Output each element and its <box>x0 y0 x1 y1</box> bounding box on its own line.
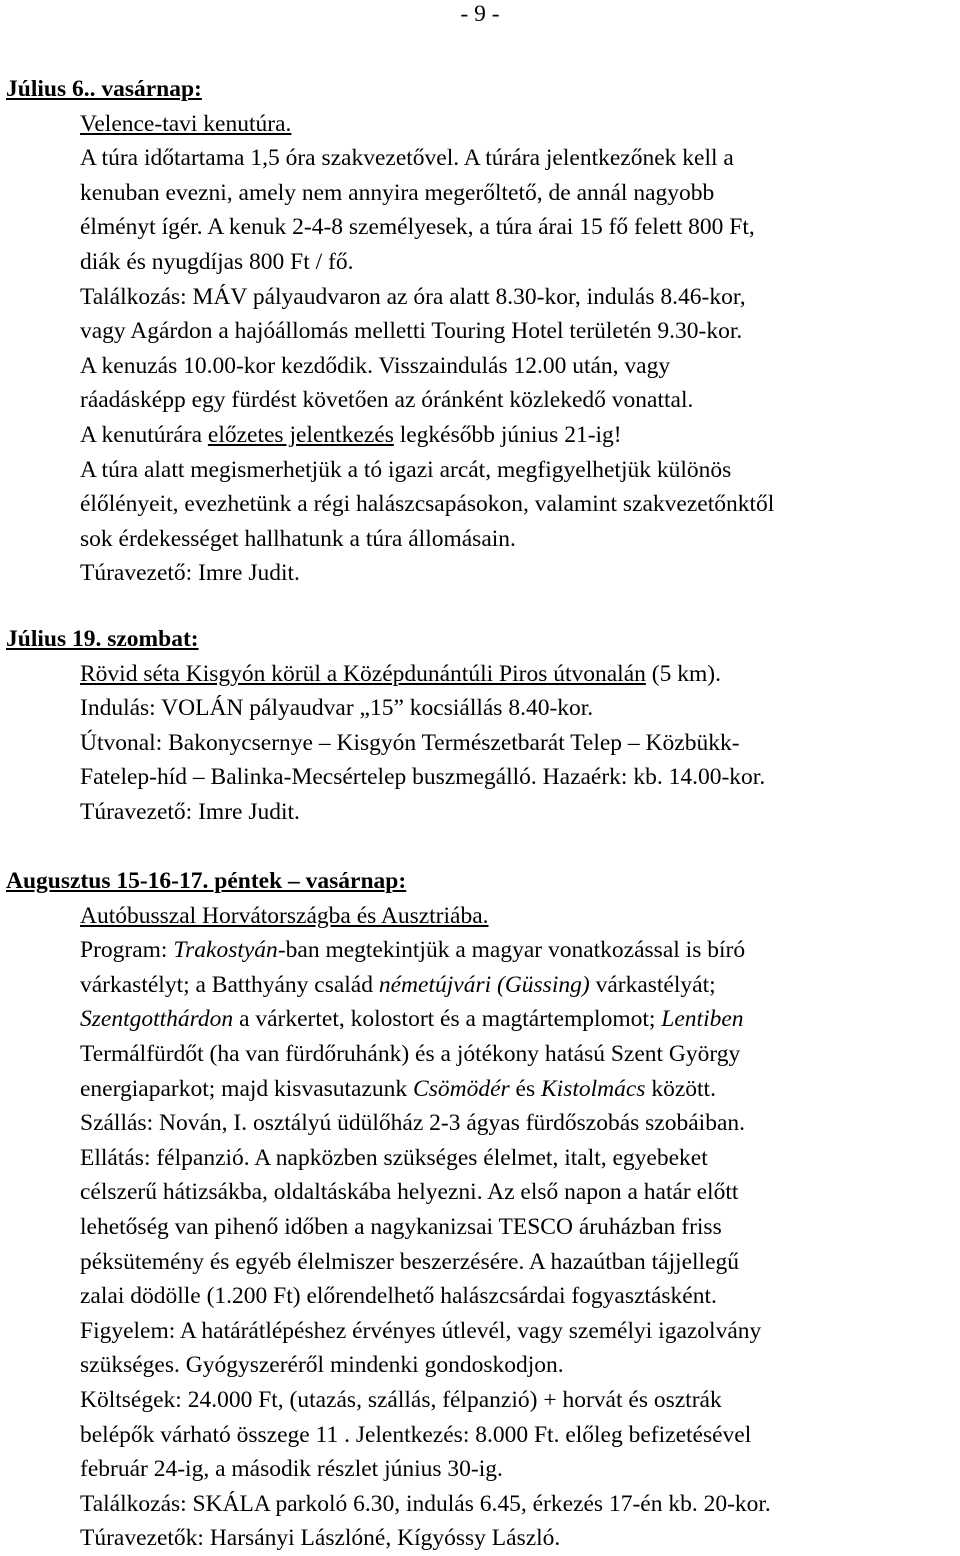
event-heading: Július 6.. vasárnap: <box>6 76 202 102</box>
text-run: és <box>509 1075 541 1102</box>
event-body <box>6 899 956 1556</box>
tour-guide: Túravezetők: Harsányi Lászlóné, Kígyóssy László. <box>80 1525 561 1552</box>
text-line: lehetőség van pihenő időben a nagykanizsai TESCO áruházban friss <box>80 1213 722 1240</box>
place-name: Szentgotthárdon <box>80 1006 234 1033</box>
text-line: február 24-ig, a második részlet június 30-ig. <box>80 1456 503 1483</box>
text-run: várkastélyt; a Batthyány család <box>80 971 379 998</box>
registration-suffix: legkésőbb június 21-ig! <box>393 421 622 448</box>
text-line: Indulás: VOLÁN pályaudvar „15” kocsiállás 8.40-kor. <box>80 695 594 722</box>
text-line: élményt ígér. A kenuk 2-4-8 személyesek, a túra árai 15 fő felett 800 Ft, <box>80 214 755 241</box>
text-line: kenuban evezni, amely nem annyira megerőltető, de annál nagyobb <box>80 179 715 206</box>
event-heading: Július 19. szombat: <box>6 626 199 652</box>
event-august-15-17 <box>6 864 956 1556</box>
text-run: várkastélyát; <box>589 971 716 998</box>
program-line: Termálfürdőt (ha van fürdőruhánk) és a jótékony hatású Szent György <box>80 1040 741 1067</box>
program-line <box>80 968 956 1003</box>
text-run: között. <box>645 1075 716 1102</box>
text-line: belépők várható összege 11 . Jelentkezés: 8.000 Ft. előleg befizetésével <box>80 1421 752 1448</box>
program-line <box>80 1002 956 1037</box>
text-line: A kenuzás 10.00-kor kezdődik. Visszaindulás 12.00 után, vagy <box>80 352 671 379</box>
costs-line: Költségek: 24.000 Ft, (utazás, szállás, félpanzió) + horvát és osztrák <box>80 1386 722 1413</box>
text-line: Fatelep-híd – Balinka-Mecsértelep buszmegálló. Hazaérk: kb. 14.00-kor. <box>80 764 766 791</box>
place-name: németújvári (Güssing) <box>378 971 590 998</box>
text-line: A túra időtartama 1,5 óra szakvezetővel. A túrára jelentkezőnek kell a <box>80 145 734 172</box>
event-title-line <box>80 657 956 692</box>
text-line: zalai dödölle (1.200 Ft) előrendelhető halászcsárdai fogyasztásként. <box>80 1283 717 1310</box>
page-number: - 9 - <box>460 1 500 27</box>
place-name: Kistolmács <box>541 1075 646 1102</box>
event-heading: Augusztus 15-16-17. péntek – vasárnap: <box>6 868 407 894</box>
event-title: Autóbusszal Horvátországba és Ausztriába. <box>80 902 489 929</box>
text-line: ráadásképp egy fürdést követően az óránként közlekedő vonattal. <box>80 387 694 414</box>
event-body <box>6 657 956 830</box>
event-july-19 <box>6 622 956 830</box>
tour-guide: Túravezető: Imre Judit. <box>80 798 300 825</box>
program-line <box>80 1072 956 1107</box>
text-line: szükséges. Gyógyszeréről mindenki gondoskodjon. <box>80 1352 564 1379</box>
text-run: Program: <box>80 937 174 964</box>
event-distance: (5 km). <box>645 660 721 687</box>
text-line: A túra alatt megismerhetjük a tó igazi arcát, megfigyelhetjük különös <box>80 456 732 483</box>
text-line: élőlényeit, evezhetünk a régi halászcsapásokon, valamint szakvezetőnktől <box>80 491 775 518</box>
meeting-line: Találkozás: SKÁLA parkoló 6.30, indulás 6.45, érkezés 17-én kb. 20-kor. <box>80 1490 771 1517</box>
text-line: Figyelem: A határátlépéshez érvényes útlevél, vagy személyi igazolvány <box>80 1317 762 1344</box>
event-title: Rövid séta Kisgyón körül a Középdunántúli Piros útvonalán <box>80 660 646 687</box>
place-name: Lentiben <box>661 1006 744 1033</box>
event-july-6 <box>6 72 956 591</box>
text-line: péksütemény és egyéb élelmiszer beszerzésére. A hazaútban tájjellegű <box>80 1248 740 1275</box>
text-line: Ellátás: félpanzió. A napközben szükséges élelmet, italt, egyebeket <box>80 1144 708 1171</box>
text-line: célszerű hátizsákba, oldaltáskába helyezni. Az első napon a határ előtt <box>80 1179 739 1206</box>
event-body <box>6 107 956 591</box>
event-title: Velence-tavi kenutúra. <box>80 110 292 137</box>
text-line: diák és nyugdíjas 800 Ft / fő. <box>80 248 354 275</box>
program-line <box>80 933 956 968</box>
text-run: -ban megtekintjük a magyar vonatkozással is bíró <box>277 937 746 964</box>
place-name: Trakostyán <box>173 937 278 964</box>
text-line: Találkozás: MÁV pályaudvaron az óra alatt 8.30-kor, indulás 8.46-kor, <box>80 283 746 310</box>
text-line: Útvonal: Bakonycsernye – Kisgyón Természetbarát Telep – Közbükk- <box>80 729 740 756</box>
registration-line <box>80 418 956 453</box>
accommodation-line: Szállás: Nován, I. osztályú üdülőház 2-3 ágyas fürdőszobás szobáiban. <box>80 1110 745 1137</box>
tour-guide: Túravezető: Imre Judit. <box>80 560 300 587</box>
text-run: energiaparkot; majd kisvasutazunk <box>80 1075 414 1102</box>
text-line: sok érdekességet hallhatunk a túra állomásain. <box>80 525 516 552</box>
registration-emphasis: előzetes jelentkezés <box>207 421 394 448</box>
registration-prefix: A kenutúrára <box>80 421 208 448</box>
place-name: Csömödér <box>413 1075 510 1102</box>
text-run: a várkertet, kolostort és a magtártemplomot; <box>233 1006 662 1033</box>
text-line: vagy Agárdon a hajóállomás melletti Touring Hotel területén 9.30-kor. <box>80 318 743 345</box>
